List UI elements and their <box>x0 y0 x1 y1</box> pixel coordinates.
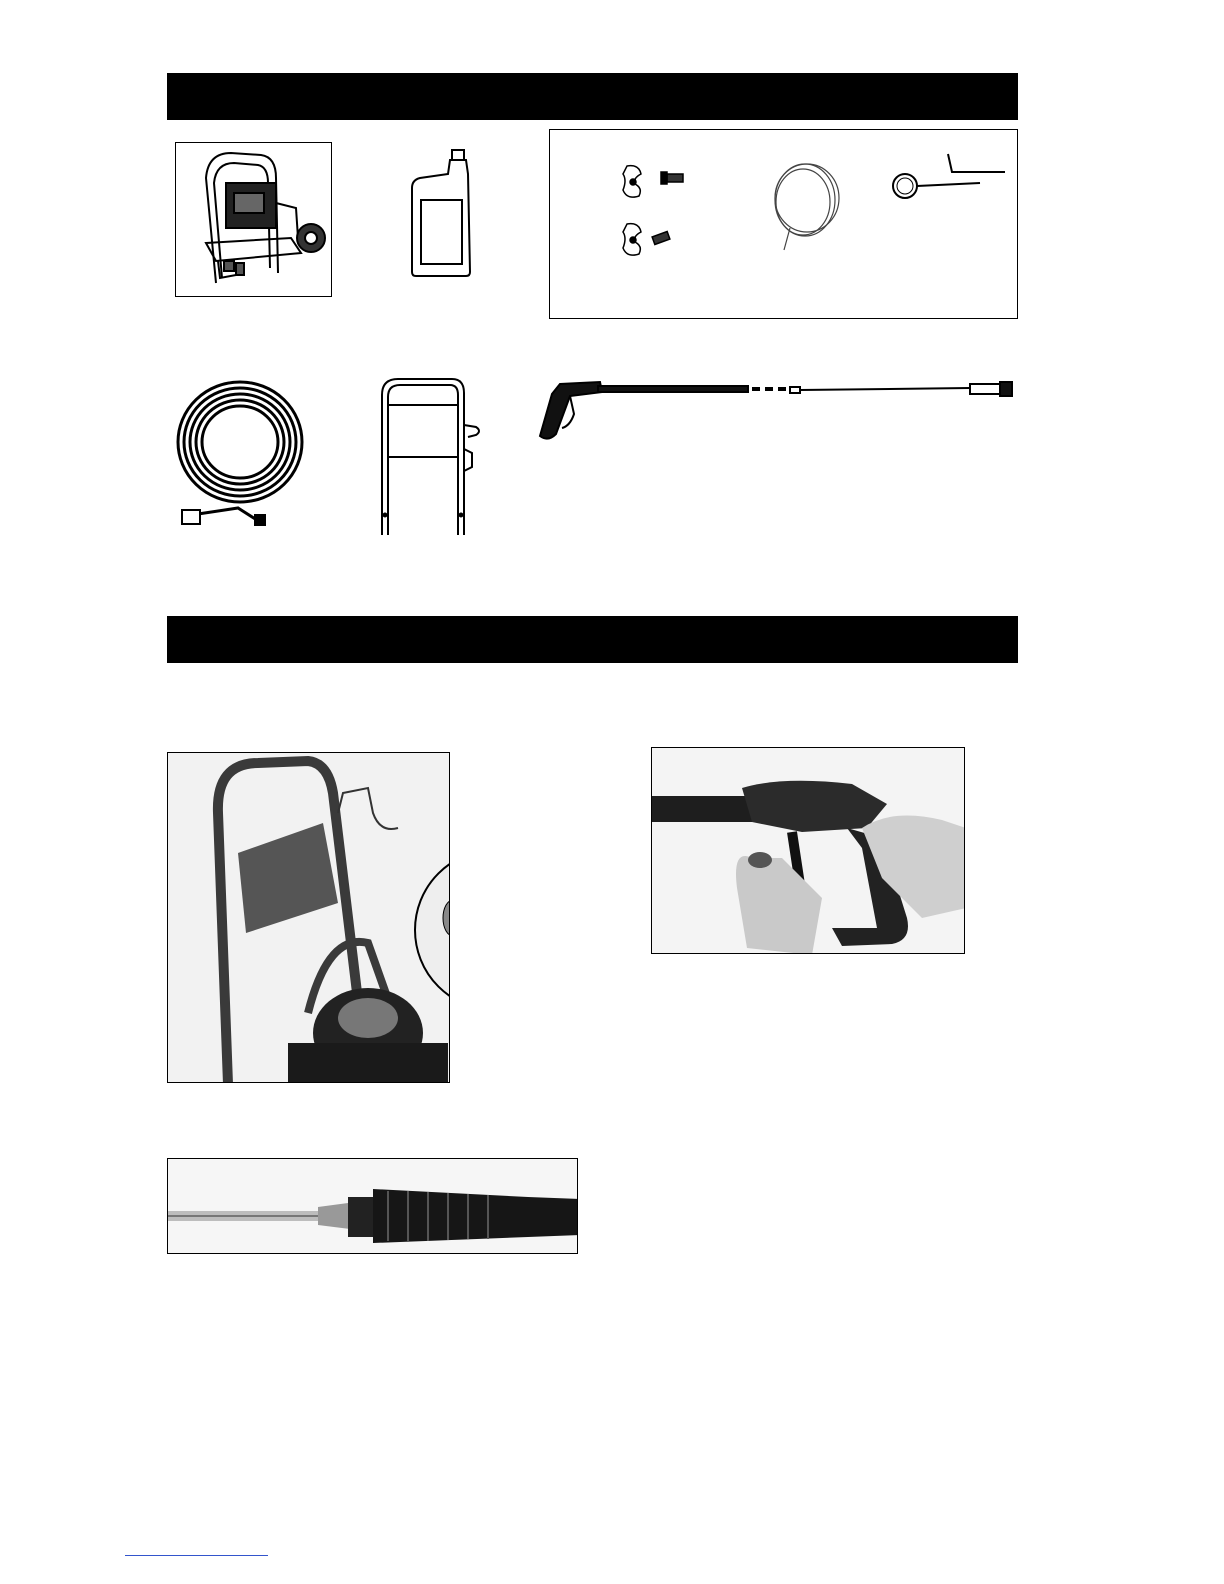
handle-attachment-photo <box>168 753 450 1083</box>
section-header-bar-contents <box>167 73 1018 120</box>
oil-bottle-icon <box>410 148 476 278</box>
photo-wand-connection <box>167 1158 578 1254</box>
photo-spray-gun-trigger <box>651 747 965 954</box>
part-oil-bottle <box>410 148 476 278</box>
part-spray-gun-and-wand <box>530 376 1020 446</box>
high-pressure-hose-icon <box>168 376 308 531</box>
wand-connection-photo <box>168 1159 578 1254</box>
part-high-pressure-hose <box>168 376 308 531</box>
footer-link-underline[interactable] <box>125 1555 268 1556</box>
spray-gun-trigger-photo <box>652 748 965 954</box>
part-handle <box>372 375 487 540</box>
part-pressure-washer <box>175 142 332 297</box>
hardware-kit-box <box>549 129 1018 319</box>
siphon-tube-icon <box>760 158 850 258</box>
section-header-bar-assembly <box>167 616 1018 663</box>
wing-knob-and-bolt-icon <box>605 160 695 280</box>
handle-icon <box>372 375 487 540</box>
nozzle-cleaning-tool-icon <box>880 150 1010 210</box>
handle-closeup-inset <box>413 848 450 1013</box>
spray-gun-and-wand-icon <box>530 376 1020 446</box>
pressure-washer-icon <box>176 143 330 295</box>
photo-handle-attachment <box>167 752 450 1083</box>
